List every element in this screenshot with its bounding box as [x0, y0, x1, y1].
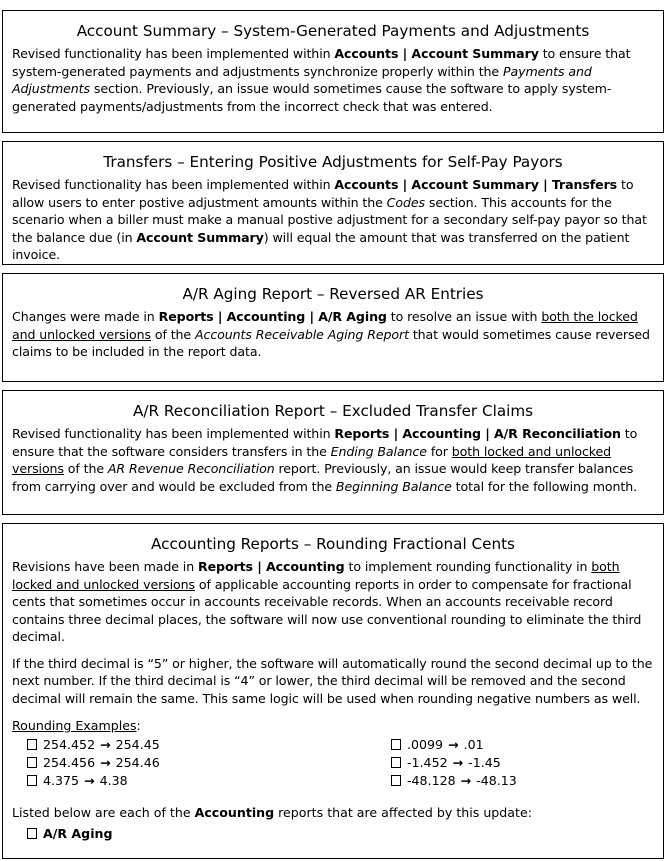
text-segment: Revised functionality has been implemented within [12, 426, 335, 441]
example-item [391, 754, 501, 772]
section-title: Accounting Reports – Rounding Fractional Cents [151, 535, 515, 553]
affected-report-label: A/R Aging [43, 826, 113, 841]
affected-report-item [27, 825, 663, 842]
bold-text: Reports | Accounting [198, 559, 345, 574]
text-segment: of the [150, 326, 195, 342]
example-item [27, 754, 160, 772]
text-segment: total for the following month. [451, 478, 637, 494]
example-to: -48.13 [476, 773, 517, 788]
section-body [3, 176, 663, 264]
example-item [27, 736, 160, 754]
example-to: .01 [463, 737, 484, 752]
text-segment: to resolve an issue with [386, 309, 542, 324]
italic-text: AR Revenue Reconciliation [107, 461, 275, 476]
checkbox-icon [391, 757, 401, 768]
section-title: A/R Reconciliation Report – Excluded Transfer Claims [132, 402, 534, 420]
italic-text: Payments and Adjustments [12, 63, 592, 96]
italic-text: Accounts Receivable Aging Report [195, 326, 409, 342]
text-segment: Revisions have been made in [12, 559, 198, 574]
rounding-examples [3, 736, 663, 790]
bold-text: Reports | Accounting | A/R Reconciliation [334, 426, 621, 441]
example-from: -1.452 [407, 755, 448, 770]
rounding-examples-label [12, 717, 663, 734]
italic-text: Beginning Balance [335, 478, 452, 494]
arrow-right-icon: → [100, 737, 111, 752]
checkbox-icon [27, 828, 37, 839]
checkbox-icon [27, 739, 37, 750]
section-body [3, 45, 663, 115]
text-segment: Revised functionality has been implemented within [12, 46, 335, 61]
text-segment: ) will equal the amount that was transferred on the patient invoice. [12, 229, 630, 262]
text-segment: Changes were made in [12, 309, 159, 324]
checkbox-icon [27, 757, 37, 768]
bold-text: Accounts | Account Summary | Transfers [334, 177, 618, 192]
bold-text: Accounts | Account Summary [334, 46, 539, 61]
bold-text: Account Summary [136, 229, 264, 245]
text-segment: to implement rounding functionality in [344, 559, 592, 574]
arrow-right-icon: → [452, 755, 464, 770]
arrow-right-icon: → [100, 755, 111, 770]
checkbox-icon [27, 775, 37, 786]
section-body [3, 558, 663, 646]
example-to: 4.38 [99, 773, 128, 788]
text-segment: to ensure that system-generated payments and adjustments synchronize properly within the [12, 46, 631, 79]
example-from: 4.375 [43, 773, 80, 788]
section-title: Account Summary – System-Generated Payments and Adjustments [76, 22, 590, 40]
section-body-rules [3, 655, 663, 708]
example-from: 254.452 [43, 737, 96, 752]
example-from: -48.128 [407, 773, 456, 788]
arrow-right-icon: → [84, 773, 95, 788]
text-segment: If the third decimal is “5” or higher, the software will automatically round the second decimal up to the next number. If the third decimal is “4” or lower, the third decimal will be removed and the second decimal will remain the same. This same logic will be used when rounding negative numbers as well. [12, 655, 653, 706]
section-title: Transfers – Entering Positive Adjustments for Self-Pay Payors [103, 153, 563, 171]
underlined-text: both locked and unlocked versions [12, 443, 612, 476]
section-rounding [2, 523, 664, 859]
example-item [391, 736, 484, 754]
example-from: 254.456 [43, 755, 96, 770]
intro-text-pre: Listed below are each of the [12, 805, 195, 820]
text-segment: of applicable accounting reports in order to compensate for fractional cents that sometimes occur in accounts receivable records. When an accounts receivable record contains three decimal places, the software will now use conventional rounding to eliminate the third decimal. [12, 576, 642, 644]
example-to: 254.45 [115, 737, 160, 752]
text-segment: report. Previously, an issue would keep transfer balances from carrying over and would be excluded from the [12, 461, 634, 494]
text-segment: to allow users to enter postive adjustment amounts within the [12, 177, 634, 210]
text-segment: section. Previously, an issue would sometimes cause the software to apply system-generated payments/adjustments from the incorrect check that was entered. [12, 81, 612, 114]
text-segment: to ensure that the software considers transfers in the [12, 426, 638, 459]
italic-text: Codes [386, 194, 425, 210]
section-transfers [2, 141, 664, 265]
example-to: -1.45 [468, 755, 501, 770]
arrow-right-icon: → [460, 773, 472, 788]
rounding-examples-colon: : [136, 718, 141, 733]
example-item [27, 772, 128, 790]
checkbox-icon [391, 775, 401, 786]
section-account-summary [2, 10, 664, 133]
text-segment: Revised functionality has been implemented within [12, 177, 335, 192]
example-from: .0099 [407, 737, 444, 752]
text-segment: of the [63, 461, 108, 476]
italic-text: Ending Balance [330, 443, 427, 459]
section-body [3, 425, 663, 495]
text-segment: that would sometimes cause reversed claims to be included in the report data. [12, 326, 650, 359]
arrow-right-icon: → [448, 737, 459, 752]
intro-text-bold: Accounting [194, 805, 275, 820]
text-segment: section. This accounts for the scenario when a biller must make a manual postive adjustment for a secondary self-pay payor so that the balance due (in [12, 194, 647, 245]
bold-text: Reports | Accounting | A/R Aging [158, 309, 387, 324]
underlined-text: both the locked and unlocked versions [12, 309, 638, 342]
example-to: 254.46 [115, 755, 160, 770]
underlined-text: both locked and unlocked versions [12, 559, 620, 592]
text-segment: for [426, 443, 452, 459]
rounding-examples-heading: Rounding Examples [12, 718, 137, 733]
section-ar-reconciliation [2, 390, 664, 515]
section-body [3, 308, 663, 361]
intro-text-post: reports that are affected by this update: [274, 805, 532, 820]
section-title: A/R Aging Report – Reversed AR Entries [182, 285, 484, 303]
example-item [391, 772, 517, 790]
checkbox-icon [391, 739, 401, 750]
affected-reports-intro [12, 804, 663, 821]
section-ar-aging [2, 273, 664, 382]
